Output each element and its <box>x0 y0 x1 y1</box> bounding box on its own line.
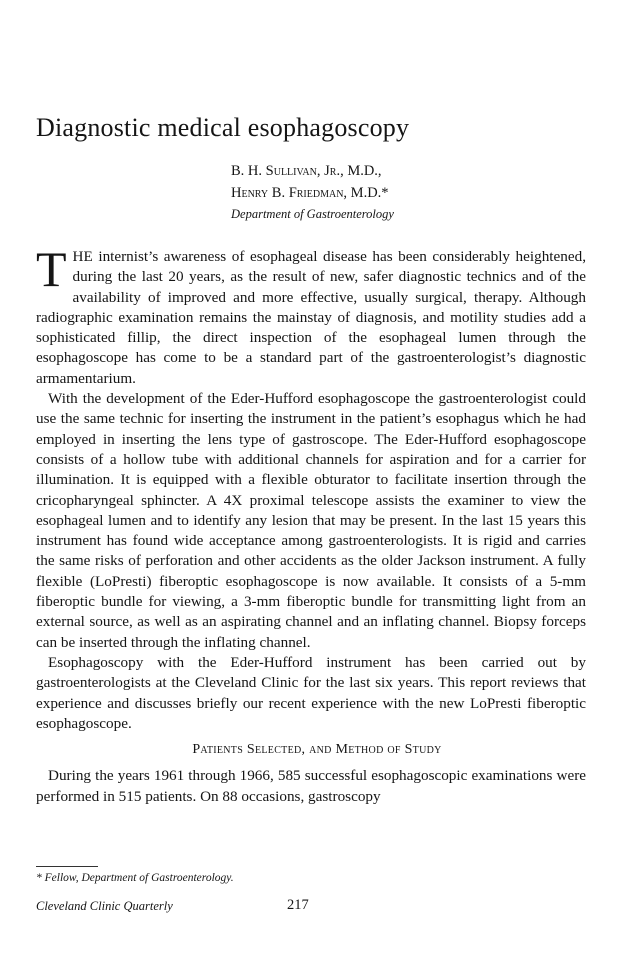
author-2-suffix: , M.D.* <box>343 185 389 201</box>
paragraph-3: Esophagoscopy with the Eder-Hufford instrument has been carried out by gastroenterologists at the Cleveland Clinic for the last six years. This report reviews that experience and discusses briefly our recent experience with the new LoPresti fiberoptic esophagoscope. <box>36 653 586 732</box>
article-body <box>36 241 586 807</box>
department-affiliation: Department of Gastroenterology <box>231 207 394 221</box>
author-1 <box>231 160 591 182</box>
paragraph-2: With the development of the Eder-Hufford esophagoscope the gastroenterologist could use the same technic for inserting the instrument in the patient’s esophagus which he had employed in inserting the lens type of gastroscope. The Eder-Hufford esophagoscope consists of a hollow tube with additional channels for aspiration and for a carrier for illumination. It is equipped with a flexible obturator to facilitate insertion through the cricopharyngeal sphincter. A 4X proximal telescope assists the examiner to view the esophageal lumen and to identify any lesion that may be present. In the last 15 years this instrument has found wide acceptance among gastroenterologists. It is rigid and carries the same risks of perforation and other accidents as the older Jackson instrument. A fully flexible (LoPresti) fiberoptic esophagoscope is now available. It consists of a 5-mm fiberoptic bundle for viewing, a 3-mm fiberoptic bundle for transmitting light from an external source, as well as an aspirating channel and an inflating channel. Biopsy forceps can be inserted through the inflating channel. <box>36 390 586 651</box>
paragraph-1-text: HE internist’s awareness of esophageal disease has been considerably heightened, during the last 20 years, as the result of new, safer diagnostic technics and of the availability of improved and more effective, usually surgical, therapy. Although radiographic examination remains the mainstay of diagnosis, and motility studies add a sophisticated fillip, the direct inspection of the esophageal lumen through the esophagoscope has come to be a standard part of the gastroenterologist’s diagnostic armamentarium. <box>36 248 586 387</box>
footnote-rule <box>36 866 98 867</box>
paragraph-4: During the years 1961 through 1966, 585 successful esophagoscopic examinations were performed in 515 patients. On 88 occasions, gastroscopy <box>36 767 586 805</box>
section-heading: Patients Selected, and Method of Study <box>192 742 442 758</box>
author-block <box>231 160 591 224</box>
drop-cap: T <box>36 241 67 297</box>
article-title: Diagnostic medical esophagoscopy <box>36 113 410 142</box>
paragraph-1 <box>36 241 586 389</box>
author-1-suffix: , Jr., M.D., <box>316 163 382 179</box>
page-number: 217 <box>287 897 309 913</box>
footnote: * Fellow, Department of Gastroenterology. <box>36 872 234 884</box>
author-1-surname: Sullivan <box>265 163 317 179</box>
author-2 <box>231 182 591 204</box>
journal-name: Cleveland Clinic Quarterly <box>36 899 173 913</box>
author-2-name: Henry B. Friedman <box>231 185 344 201</box>
author-1-initials: B. H. <box>231 163 266 179</box>
